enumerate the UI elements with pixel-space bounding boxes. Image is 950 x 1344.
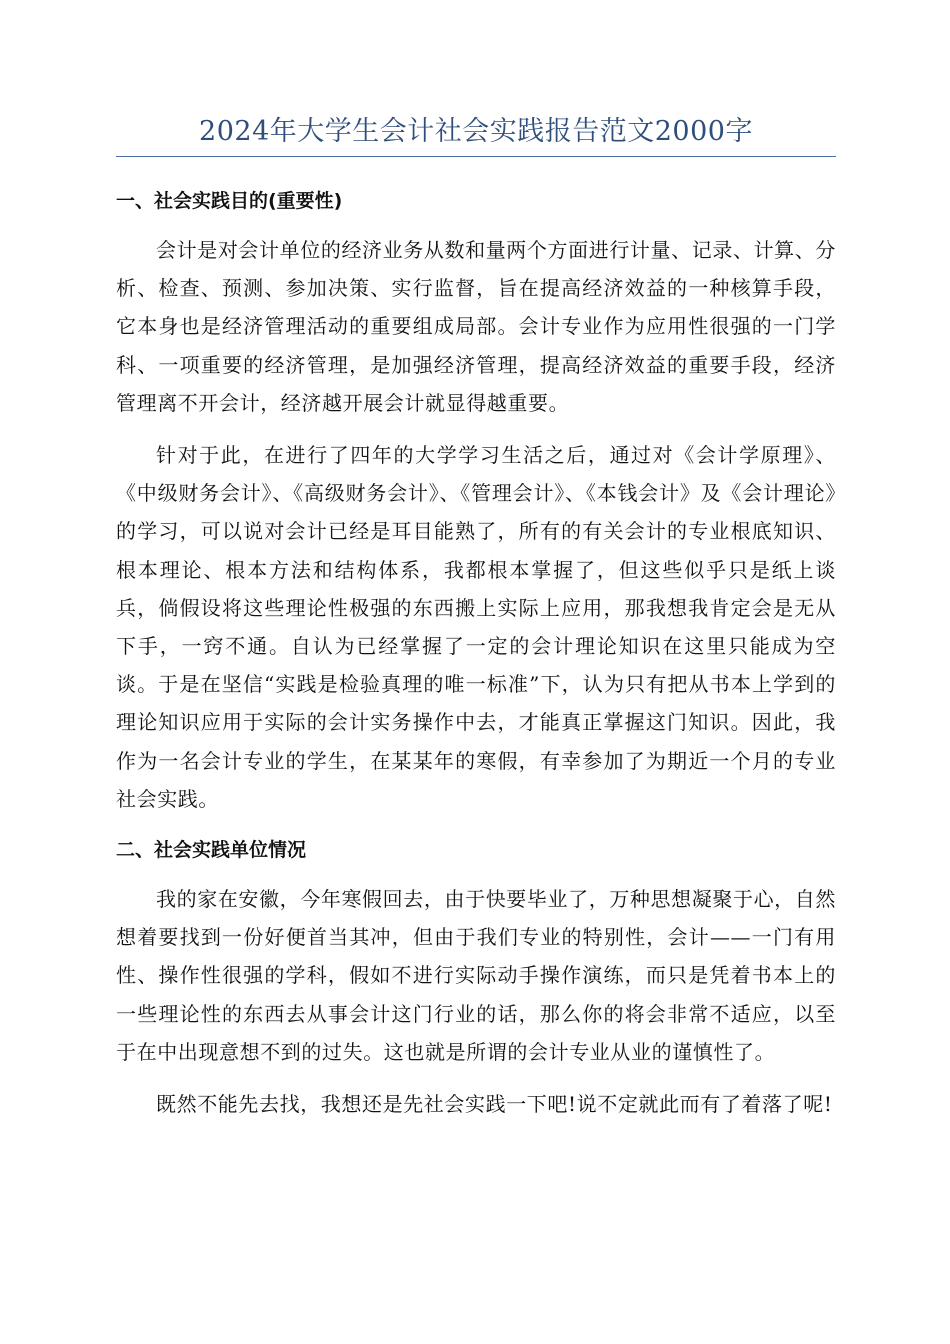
body-paragraph: 我的家在安徽，今年寒假回去，由于快要毕业了，万种思想凝聚于心，自然想着要找到一份好便首当其冲，但由于我们专业的特别性，会计——一门有用性、操作性很强的学科，假如不进行实际动手操作演练，而只是凭着书本上的一些理论性的东西去从事会计这门行业的话，那么你的将会非常不适应，以至于在中出现意想不到的过失。这也就是所谓的会计专业从业的谨慎性了。 (116, 887, 836, 1064)
body-paragraph: 会计是对会计单位的经济业务从数和量两个方面进行计量、记录、计算、分析、检查、预测、参加决策、实行监督，旨在提高经济效益的一种核算手段，它本身也是经济管理活动的重要组成局部。会计专业作为应用性很强的一门学科、一项重要的经济管理，是加强经济管理，提高经济效益的重要手段，经济管理离不开会计，经济越开展会计就显得越重要。 (116, 238, 836, 415)
title-underline-divider (116, 156, 836, 157)
section-purpose (116, 183, 836, 818)
section-heading: 一、社会实践目的(重要性) (116, 190, 343, 212)
section-heading: 二、社会实践单位情况 (116, 839, 307, 862)
section-unit-info (116, 832, 836, 1123)
body-paragraph: 针对于此，在进行了四年的大学学习生活之后，通过对《会计学原理》、《中级财务会计》、《高级财务会计》、《管理会计》、《本钱会计》及《会计理论》的学习，可以说对会计已经是耳目能熟了，所有的有关会计的专业根底知识、根本理论、根本方法和结构体系，我都根本掌握了，但这些似乎只是纸上谈兵，倘假设将这些理论性极强的东西搬上实际上应用，那我想我肯定会是无从下手，一窍不通。自认为已经掌握了一定的会计理论知识在这里只能成为空谈。于是在坚信“实践是检验真理的唯一标准”下，认为只有把从书本上学到的理论知识应用于实际的会计实务操作中去，才能真正掌握这门知识。因此，我作为一名会计专业的学生，在某某年的寒假，有幸参加了为期近一个月的专业社会实践。 (116, 443, 836, 811)
body-paragraph: 既然不能先去找，我想还是先社会实践一下吧!说不定就此而有了着落了呢! (156, 1092, 833, 1117)
document-page (116, 110, 836, 1137)
document-title: 2024年大学生会计社会实践报告范文2000字 (199, 116, 753, 147)
